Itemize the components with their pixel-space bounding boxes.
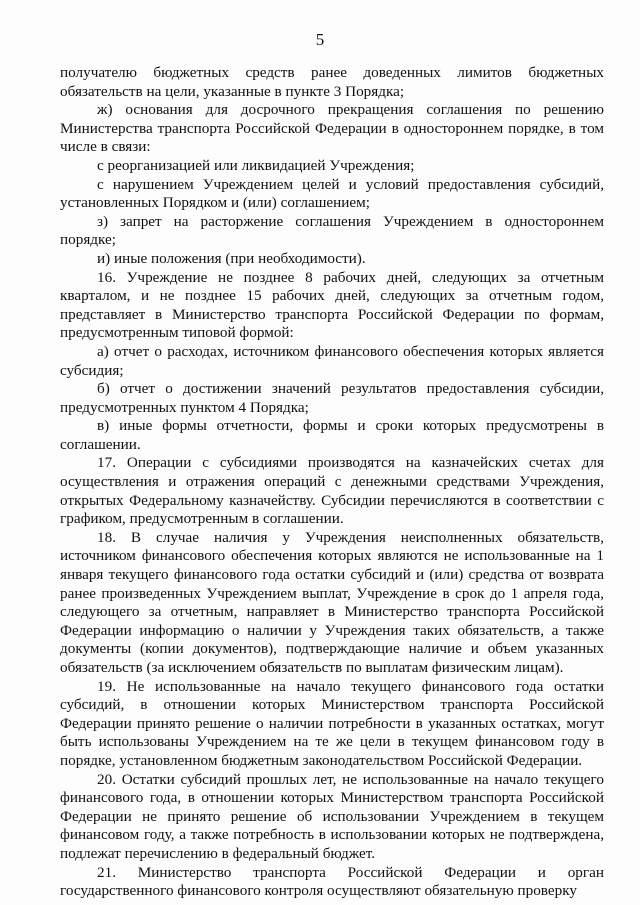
paragraph: з) запрет на расторжение соглашения Учреждением в одностороннем порядке; <box>60 212 604 249</box>
paragraph: с реорганизацией или ликвидацией Учреждения; <box>97 156 415 174</box>
paragraph: 19. Не использованные на начало текущего финансового года остатки субсидий, в отношении которых Министерством транспорта Российской Федерации принято решение о наличии потребности в указанных остатках, могут быть использованы Учреждением на те же цели в текущем финансовом году в порядке, установленном бюджетным законодательством Российской Федерации. <box>60 677 604 769</box>
paragraph: с нарушением Учреждением целей и условий предоставления субсидий, установленных Порядком и (или) соглашением; <box>60 175 604 212</box>
paragraph: в) иные формы отчетности, формы и сроки которых предусмотрены в соглашении. <box>60 417 604 453</box>
page-number: 5 <box>315 30 325 49</box>
paragraph: а) отчет о расходах, источником финансового обеспечения которых является субсидия; <box>60 342 604 379</box>
paragraph: ж) основания для досрочного прекращения соглашения по решению Министерства транспорта Российской Федерации в одностороннем порядке, в том числе в связи: <box>60 101 604 156</box>
paragraph: б) отчет о достижении значений результатов предоставления субсидии, предусмотренных пунктом 4 Порядка; <box>60 380 604 416</box>
paragraph: 16. Учреждение не позднее 8 рабочих дней, следующих за отчетным кварталом, и не позднее 15 рабочих дней, следующих за отчетным годом, представляет в Министерство транспорта Российской Федерации по формам, предусмотренным типовой формой: <box>60 268 604 342</box>
paragraph: 17. Операции с субсидиями производятся на казначейских счетах для осуществления и отражения операций с денежными средствами Учреждения, открытых Федеральному казначейству. Субсидии перечисляются в соответствии с графиком, предусмотренным в соглашении. <box>60 454 604 528</box>
document-body <box>60 64 604 901</box>
paragraph: 18. В случае наличия у Учреждения неисполненных обязательств, источником финансового обеспечения которых являются не использованные на 1 января текущего финансового года остатки субсидий и (или) средства от возврата ранее произведенных Учреждением выплат, Учреждение в срок до 1 апреля года, следующего за отчетным, направляет в Министерство транспорта Российской Федерации информацию о наличии у Учреждения таких обязательств, а также документы (копии документов), подтверждающие наличие и объем указанных обязательств (за исключением обязательств по выплатам физическим лицам). <box>60 528 604 676</box>
paragraph: получателю бюджетных средств ранее доведенных лимитов бюджетных обязательств на цели, указанные в пункте 3 Порядка; <box>60 64 604 100</box>
paragraph: и) иные положения (при необходимости). <box>97 249 366 267</box>
paragraph: 20. Остатки субсидий прошлых лет, не использованные на начало текущего финансового года, в отношении которых Министерством транспорта Российской Федерации не принято решение об использовании Учреждением в текущем финансовом году, а также потребность в использовании которых не подтверждена, подлежат перечислению в федеральный бюджет. <box>60 770 604 862</box>
paragraph: 21. Министерство транспорта Российской Федерации и орган государственного финансового контроля осуществляют обязательную проверку <box>60 863 604 900</box>
